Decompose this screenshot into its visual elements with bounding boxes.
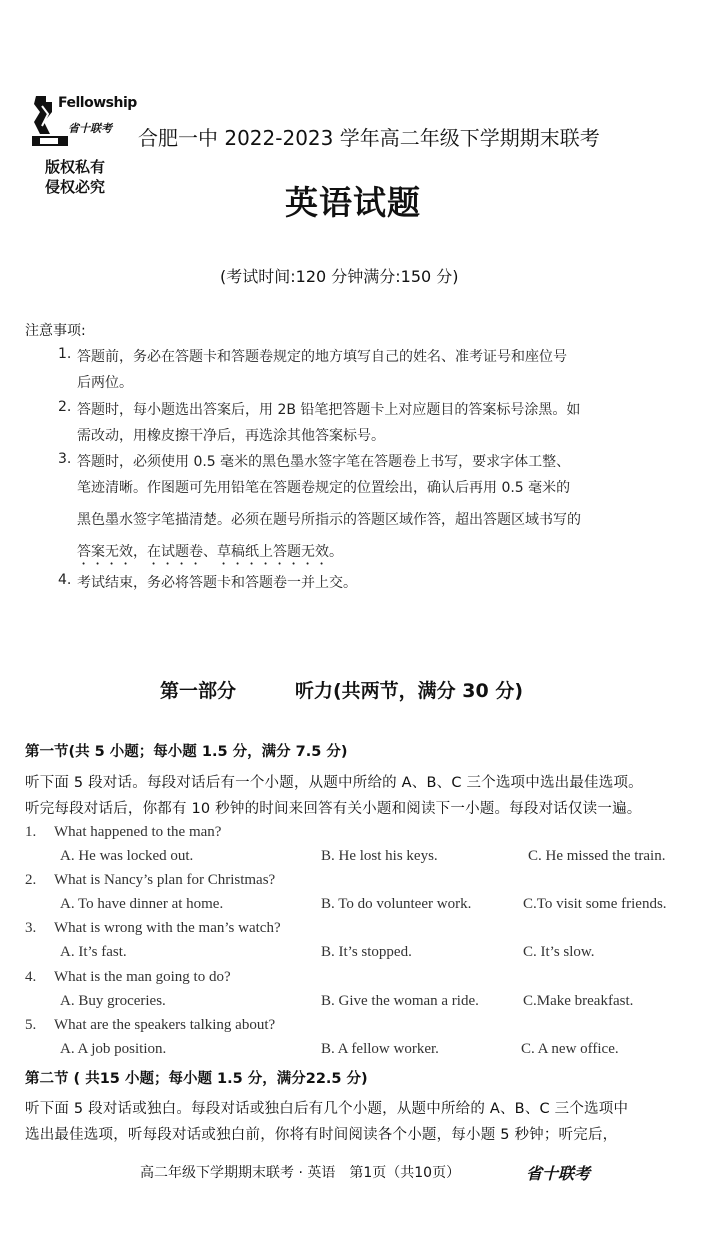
question-text: What happened to the man? xyxy=(54,824,222,840)
section1-instruction: 听下面 5 段对话。每段对话后有一个小题，从题中所给的 A、B、C 三个选项中选出最佳选项。 xyxy=(25,775,643,791)
note-line: 黑色墨水签字笔描清楚。必须在题号所指示的答题区域作答，超出答题区域书写的 xyxy=(77,512,581,528)
question-number: 1. xyxy=(25,824,37,840)
option-c: C. It’s slow. xyxy=(523,944,595,960)
section1-heading: 第一节(共 5 小题；每小题 1.5 分，满分 7.5 分) xyxy=(25,744,348,760)
question-text: What is the man going to do? xyxy=(54,969,231,985)
section2-heading: 第二节 ( 共15 小题；每小题 1.5 分，满分22.5 分) xyxy=(25,1071,368,1087)
option-a: A. It’s fast. xyxy=(60,944,127,960)
copyright-line-1: 版权私有 xyxy=(45,158,106,176)
option-a: A. Buy groceries. xyxy=(60,993,166,1009)
option-a: A. He was locked out. xyxy=(60,848,194,864)
option-b: B. It’s stopped. xyxy=(321,944,412,960)
section2-instruction: 听下面 5 段对话或独白。每段对话或独白后有几个小题，从题中所给的 A、B、C 三个选项中 xyxy=(25,1101,629,1117)
question-number: 5. xyxy=(25,1017,37,1033)
logo-seal-text: 省十联考 xyxy=(68,122,112,135)
note-number: 4. xyxy=(58,572,72,588)
notes-heading: 注意事项: xyxy=(25,323,86,339)
footer-stamp: 省十联考 xyxy=(526,1164,591,1183)
question-number: 2. xyxy=(25,872,37,888)
note-line: 答题前，务必在答题卡和答题卷规定的地方填写自己的姓名、准考证号和座位号 xyxy=(77,349,567,365)
note-line: 需改动，用橡皮擦干净后，再选涂其他答案标号。 xyxy=(77,428,385,444)
option-b: B. To do volunteer work. xyxy=(321,896,472,912)
option-a: A. To have dinner at home. xyxy=(60,896,224,912)
option-c: C. A new office. xyxy=(521,1041,619,1057)
note-line: 考试结束，务必将答题卡和答题卷一并上交。 xyxy=(77,575,357,591)
question-number: 4. xyxy=(25,969,37,985)
part1-title: 听力(共两节，满分 30 分) xyxy=(295,680,524,702)
question-text: What is wrong with the man’s watch? xyxy=(54,920,281,936)
section2-instruction: 选出最佳选项，听每段对话或独白前，你将有时间阅读各个小题，每小题 5 秒钟；听完后， xyxy=(25,1127,618,1143)
page-footer: 高二年级下学期期末联考 · 英语 第1页（共10页） xyxy=(140,1165,461,1181)
note-number: 1. xyxy=(58,346,72,362)
question-text: What are the speakers talking about? xyxy=(54,1017,276,1033)
note-line: 笔迹清晰。作图题可先用铅笔在答题卷规定的位置绘出，确认后再用 0.5 毫米的 xyxy=(77,480,571,496)
option-c: C.To visit some friends. xyxy=(523,896,667,912)
exam-title: 合肥一中 2022-2023 学年高二年级下学期期末联考 xyxy=(138,126,600,150)
note-line: 答题时，必须使用 0.5 毫米的黑色墨水签字笔在答题卷上书写，要求字体工整、 xyxy=(77,454,571,470)
note-number: 3. xyxy=(58,451,72,467)
option-c: C. He missed the train. xyxy=(528,848,666,864)
note-line: 答题时，每小题选出答案后，用 2B 铅笔把答题卡上对应题目的答案标号涂黑。如 xyxy=(77,402,581,418)
section1-instruction: 听完每段对话后，你都有 10 秒钟的时间来回答有关小题和阅读下一小题。每段对话仅读一遍。 xyxy=(25,801,642,817)
note-line: 后两位。 xyxy=(77,375,133,391)
option-c: C.Make breakfast. xyxy=(523,993,634,1009)
option-b: B. Give the woman a ride. xyxy=(321,993,479,1009)
option-a: A. A job position. xyxy=(60,1041,167,1057)
copyright-line-2: 侵权必究 xyxy=(45,178,106,196)
subject-title: 英语试题 xyxy=(285,183,421,222)
question-number: 3. xyxy=(25,920,37,936)
option-b: B. A fellow worker. xyxy=(321,1041,439,1057)
part1-label: 第一部分 xyxy=(160,680,237,702)
option-b: B. He lost his keys. xyxy=(321,848,438,864)
note-number: 2. xyxy=(58,399,72,415)
question-text: What is Nancy’s plan for Christmas? xyxy=(54,872,276,888)
note-line: 答案无效，在试题卷、草稿纸上答题无效。 xyxy=(77,544,343,560)
exam-duration-info: (考试时间:120 分钟满分:150 分) xyxy=(220,267,459,286)
logo-brand: Fellowship xyxy=(58,95,137,111)
